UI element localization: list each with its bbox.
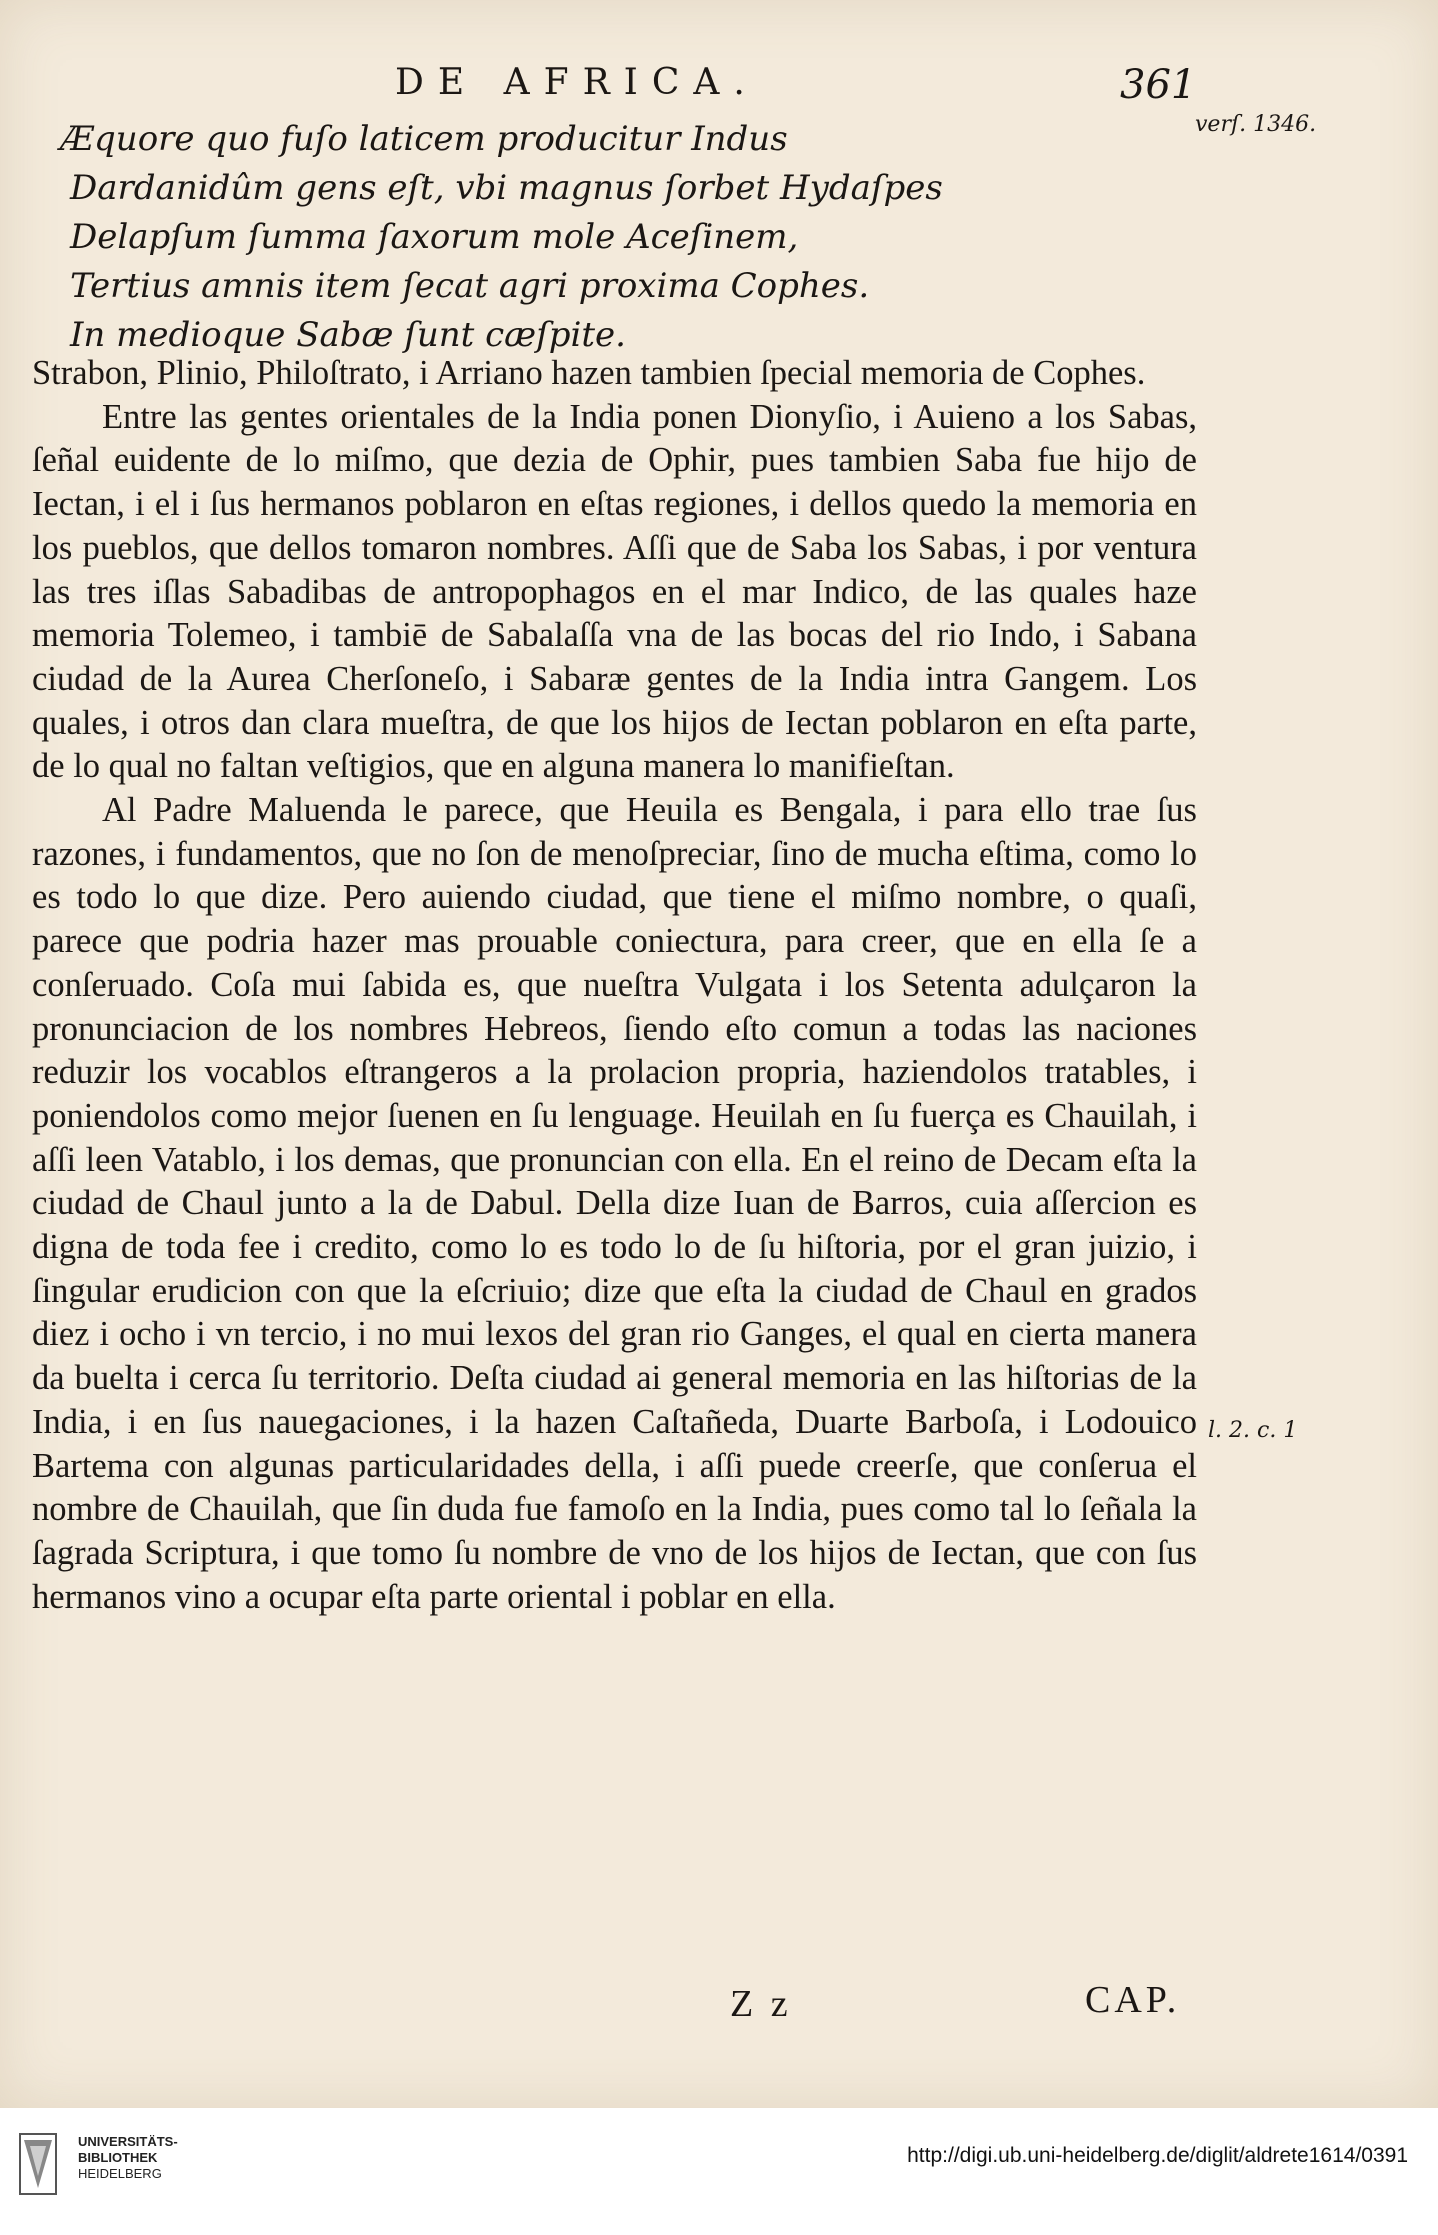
page-number: 361	[1120, 62, 1197, 108]
margin-note-verse-ref: verſ. 1346.	[1195, 112, 1317, 137]
logo-line: UNIVERSITÄTS-	[78, 2134, 178, 2149]
verse-line: In medioque Sabæ ſunt cæſpite.	[70, 315, 626, 355]
logo-line: HEIDELBERG	[78, 2166, 162, 2181]
source-url-link[interactable]: http://digi.ub.uni-heidelberg.de/diglit/aldrete1614/0391	[907, 2144, 1408, 2167]
verse-line: Delapſum ſumma ſaxorum mole Aceſinem,	[70, 217, 799, 257]
library-logo-icon	[18, 2132, 58, 2196]
library-logo-text	[78, 2134, 178, 2182]
footer-bar	[0, 2108, 1438, 2235]
signature-mark: Z z	[730, 1983, 792, 2025]
body-text	[32, 352, 1197, 1619]
paragraph: Al Padre Maluenda le parece, que Heuila es Bengala, i para ello trae ſus razones, i fundamentos, que no ſon de menoſpreciar, ſino de mucha eſtima, como lo es todo lo que dize. Pero auiendo ciudad, que tiene el miſmo nombre, o quaſi, parece que podria hazer mas prouable coniectura, para creer, que en ella ſe a conſeruado. Coſa mui ſabida es, que nueſtra Vulgata i los Setenta adulçaron la pronunciacion de los nombres Hebreos, ſiendo eſto comun a todas las naciones reduzir los vocablos eſtrangeros a la prolacion propria, haziendolos tratables, i poniendolos como mejor ſuenen en ſu lenguage. Heuilah en ſu fuerça es Chauilah, i aſſi leen Vatablo, i los demas, que pronuncian con ella. En el reino de Decam eſta la ciudad de Chaul junto a la de Dabul. Della dize Iuan de Barros, cuia aſſercion es digna de toda fee i credito, como lo es todo lo de ſu hiſtoria, por el gran juizio, i ſingular erudicion con que la eſcriuio; dize que eſta la ciudad de Chaul en grados diez i ocho i vn tercio, i no mui lexos del gran rio Ganges, el qual en cierta manera da buelta i cerca ſu territorio. Deſta ciudad ai general memoria en las hiſtorias de la India, i en ſus nauegaciones, i la hazen Caſtañeda, Duarte Barboſa, i Lodouico Bartema con algunas particularidades della, i aſſi puede creerſe, que conſerua el nombre de Chauilah, que ſin duda fue famoſo en la India, pues como tal lo ſeñala la ſagrada Scriptura, i que tomo ſu nombre de vno de los hijos de Iectan, que con ſus hermanos vino a ocupar eſta parte oriental i poblar en ella.	[32, 791, 1197, 1616]
logo-line: BIBLIOTHEK	[78, 2150, 158, 2165]
verse-quotation	[60, 115, 1180, 360]
running-title: DE AFRICA.	[395, 62, 759, 103]
verse-line: Æquore quo fuſo laticem producitur Indus	[60, 119, 788, 159]
paragraph: Strabon, Plinio, Philoſtrato, i Arriano hazen tambien ſpecial memoria de Cophes.	[32, 354, 1146, 392]
paragraph: Entre las gentes orientales de la India ponen Dionyſio, i Auieno a los Sabas, ſeñal euidente de lo miſmo, que dezia de Ophir, pues tambien Saba fue hijo de Iectan, i el i ſus hermanos poblaron en eſtas regiones, i dellos quedo la memoria en los pueblos, que dellos tomaron nombres. Aſſi que de Saba los Sabas, i por ventura las tres iſlas Sabadibas de antropophagos en el mar Indico, de las quales haze memoria Tolemeo, i tambiē de Sabalaſſa vna de las bocas del rio Indo, i Sabana ciudad de la Aurea Cherſoneſo, i Sabaræ gentes de la India intra Gangem. Los quales, i otros dan clara mueſtra, de que los hijos de Iectan poblaron en eſta parte, de lo qual no faltan veſtigios, que en alguna manera lo manifieſtan.	[32, 397, 1197, 786]
catchword: CAP.	[1085, 1979, 1181, 2021]
verse-line: Tertius amnis item ſecat agri proxima Cophes.	[70, 266, 870, 306]
margin-note-citation: l. 2. c. 1	[1208, 1418, 1298, 1443]
verse-line: Dardanidûm gens eſt, vbi magnus ſorbet Hydaſpes	[70, 168, 943, 208]
